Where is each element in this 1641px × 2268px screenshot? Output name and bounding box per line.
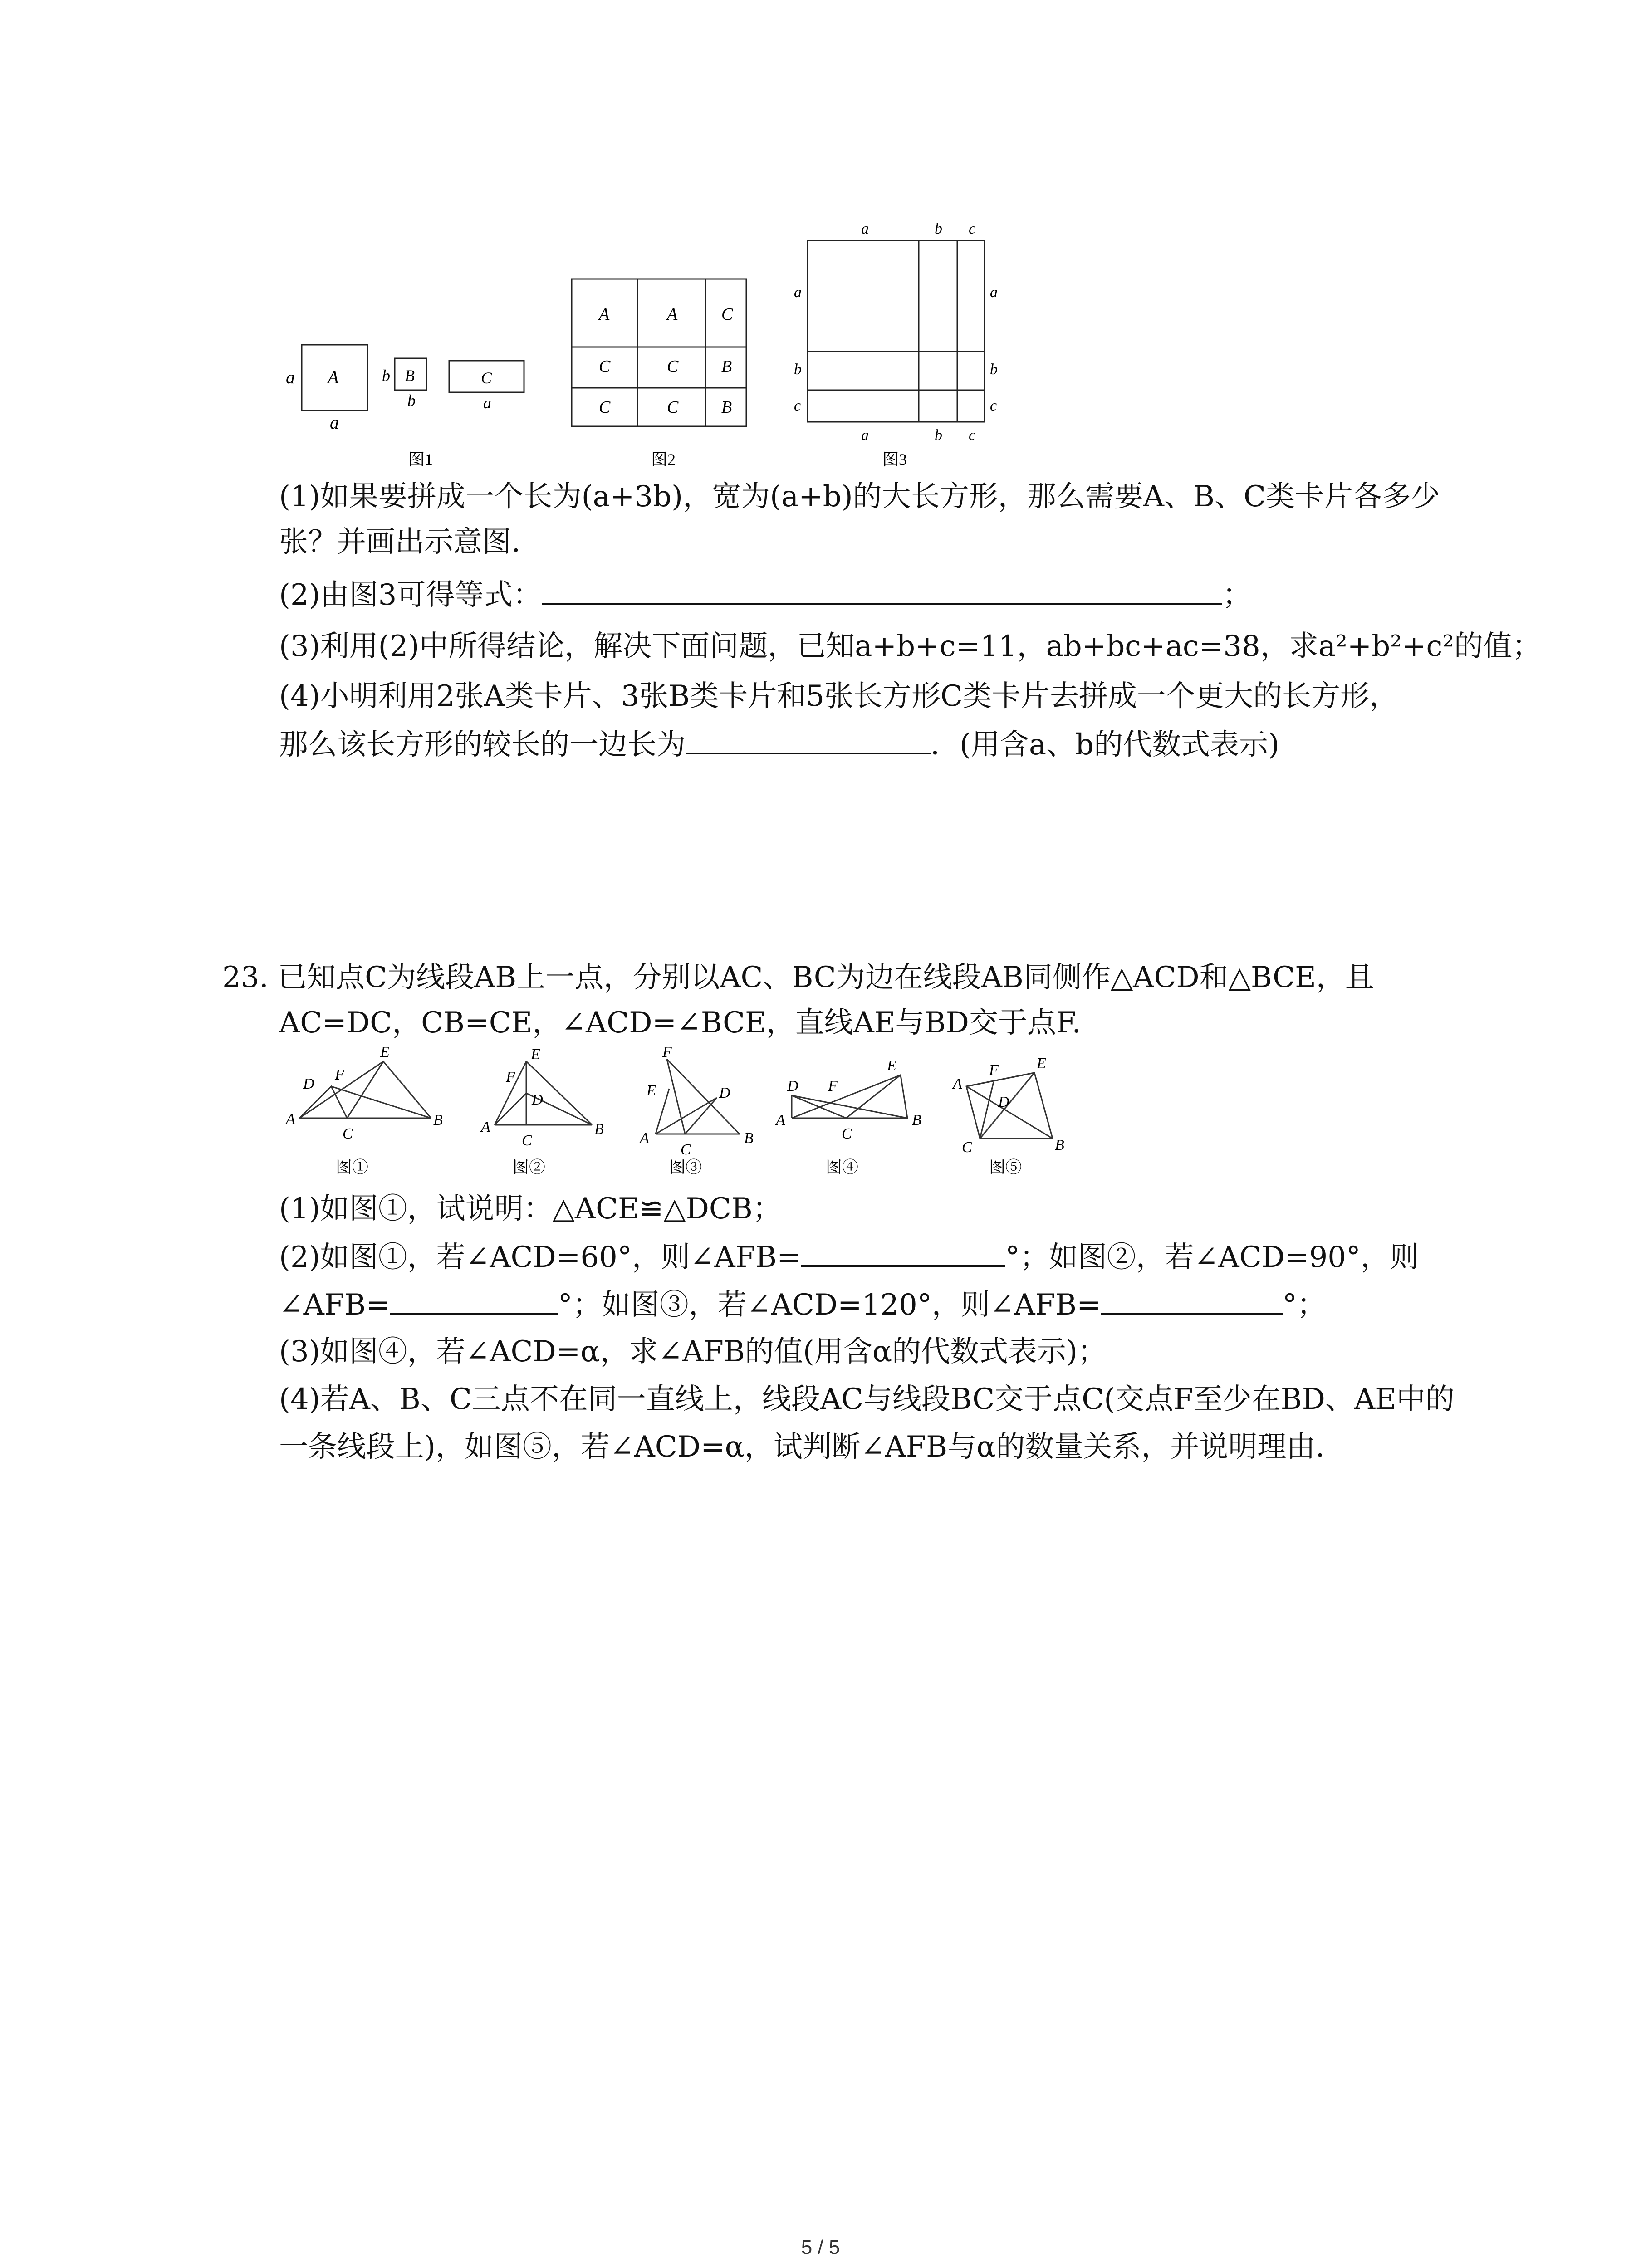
answer-blank[interactable] bbox=[542, 574, 1222, 605]
page-number: 5 / 5 bbox=[801, 2236, 840, 2258]
svg-text:a: a bbox=[861, 427, 869, 444]
svg-text:B: B bbox=[744, 1130, 754, 1147]
svg-text:E: E bbox=[1037, 1055, 1046, 1072]
svg-text:a: a bbox=[990, 284, 998, 301]
svg-text:C: C bbox=[667, 398, 679, 417]
svg-text:a: a bbox=[483, 394, 491, 412]
figure-3 bbox=[789, 218, 1007, 481]
svg-text:B: B bbox=[594, 1121, 604, 1138]
figure-3-caption: 图3 bbox=[882, 450, 907, 469]
q23-part2-line2: ∠AFB= °；如图③，若∠ACD=120°，则∠AFB= °； bbox=[279, 1284, 1326, 1325]
svg-text:A: A bbox=[667, 305, 678, 324]
q22-part3: (3)利用(2)中所得结论，解决下面问题，已知a+b+c=11，ab+bc+ac=38，求a²+b²+c²的值； bbox=[279, 630, 1542, 663]
svg-text:A: A bbox=[640, 1130, 649, 1147]
q22-part4-line2: 那么该长方形的较长的一边长为 ．(用含a、b的代数式表示) bbox=[279, 723, 1279, 765]
svg-text:b: b bbox=[990, 361, 998, 378]
svg-text:D: D bbox=[303, 1075, 314, 1092]
q23-part3: (3)如图④，若∠ACD=α，求∠AFB的值(用含α的代数式表示)； bbox=[279, 1335, 1107, 1369]
svg-text:C: C bbox=[599, 398, 611, 417]
q23-figure-2 bbox=[472, 1043, 612, 1188]
svg-text:D: D bbox=[787, 1078, 798, 1095]
svg-text:a: a bbox=[286, 367, 295, 387]
q23-stem-line1: 23. 已知点C为线段AB上一点，分别以AC、BC为边在线段AB同侧作△ACD和△BCE，且 bbox=[222, 961, 1374, 994]
svg-text:B: B bbox=[721, 357, 732, 376]
answer-blank[interactable] bbox=[390, 1284, 558, 1315]
answer-blank[interactable] bbox=[686, 723, 931, 754]
svg-text:C: C bbox=[599, 357, 611, 376]
svg-text:C: C bbox=[522, 1132, 532, 1149]
svg-text:A: A bbox=[776, 1112, 785, 1129]
q22-part1-line1: (1)如果要拼成一个长为(a+3b)，宽为(a+b)的大长方形，那么需要A、B、C类卡片各多少 bbox=[279, 480, 1440, 513]
q23-figure-1 bbox=[281, 1043, 443, 1188]
svg-text:A: A bbox=[599, 305, 610, 324]
svg-text:C: C bbox=[721, 305, 733, 324]
svg-text:D: D bbox=[719, 1085, 730, 1101]
q23-figure-5-caption: 图⑤ bbox=[989, 1158, 1022, 1176]
svg-text:b: b bbox=[407, 391, 416, 410]
svg-text:C: C bbox=[667, 357, 679, 376]
svg-text:C: C bbox=[681, 1141, 691, 1158]
q23-part4-line1: (4)若A、B、C三点不在同一直线上，线段AC与线段BC交于点C(交点F至少在BD、AE中的 bbox=[279, 1383, 1455, 1416]
svg-text:C: C bbox=[962, 1139, 972, 1156]
svg-text:b: b bbox=[935, 427, 942, 444]
svg-text:a: a bbox=[794, 284, 802, 301]
svg-text:B: B bbox=[433, 1112, 443, 1129]
svg-text:b: b bbox=[382, 367, 390, 385]
q23-part4-line2: 一条线段上)，如图⑤，若∠ACD=α，试判断∠AFB与α的数量关系，并说明理由. bbox=[279, 1430, 1325, 1464]
svg-text:A: A bbox=[481, 1119, 490, 1135]
q23-figure-3-caption: 图③ bbox=[669, 1158, 702, 1176]
svg-text:F: F bbox=[828, 1078, 838, 1095]
figure-1 bbox=[277, 336, 549, 481]
svg-text:E: E bbox=[647, 1082, 656, 1099]
svg-text:b: b bbox=[794, 361, 802, 378]
q22-part4-line1: (4)小明利用2张A类卡片、3张B类卡片和5张长方形C类卡片去拼成一个更大的长方形， bbox=[279, 679, 1399, 713]
figure-2 bbox=[563, 272, 753, 481]
q23-figure-5 bbox=[939, 1043, 1102, 1188]
svg-text:E: E bbox=[380, 1044, 390, 1061]
q23-part2-line1: (2)如图①，若∠ACD=60°，则∠AFB= °；如图②，若∠ACD=90°，则 bbox=[279, 1236, 1419, 1278]
svg-text:F: F bbox=[989, 1062, 999, 1079]
svg-text:B: B bbox=[721, 398, 732, 417]
svg-text:b: b bbox=[935, 220, 942, 237]
answer-blank[interactable] bbox=[1101, 1284, 1283, 1315]
q23-figure-3 bbox=[635, 1043, 771, 1188]
svg-text:C: C bbox=[481, 369, 492, 387]
svg-text:B: B bbox=[405, 367, 415, 385]
svg-text:c: c bbox=[969, 427, 976, 444]
svg-text:a: a bbox=[861, 220, 869, 237]
svg-text:B: B bbox=[912, 1112, 921, 1129]
figure-2-caption: 图2 bbox=[651, 450, 676, 469]
svg-text:A: A bbox=[286, 1111, 295, 1128]
svg-text:D: D bbox=[998, 1094, 1009, 1110]
svg-text:E: E bbox=[531, 1046, 540, 1063]
q23-figure-1-caption: 图① bbox=[336, 1158, 369, 1176]
q23-stem-line2: AC=DC，CB=CE，∠ACD=∠BCE，直线AE与BD交于点F. bbox=[279, 1006, 1081, 1040]
svg-text:A: A bbox=[953, 1075, 962, 1092]
q23-figure-4-caption: 图④ bbox=[826, 1158, 859, 1176]
figure-1-caption: 图1 bbox=[408, 450, 433, 469]
svg-text:F: F bbox=[662, 1044, 672, 1061]
svg-text:D: D bbox=[532, 1091, 543, 1108]
svg-text:C: C bbox=[343, 1125, 353, 1142]
svg-text:B: B bbox=[1055, 1137, 1064, 1154]
svg-text:a: a bbox=[330, 412, 339, 433]
svg-text:E: E bbox=[887, 1057, 896, 1074]
q23-figure-2-caption: 图② bbox=[513, 1158, 546, 1176]
svg-text:c: c bbox=[794, 397, 801, 414]
svg-text:F: F bbox=[506, 1069, 515, 1085]
q22-part1-line2: 张？并画出示意图. bbox=[279, 525, 521, 559]
q23-part1: (1)如图①，试说明：△ACE≌△DCB； bbox=[279, 1192, 782, 1226]
svg-text:c: c bbox=[990, 397, 997, 414]
q22-part2: (2)由图3可得等式： ； bbox=[279, 574, 1251, 616]
q23-figure-4 bbox=[771, 1043, 939, 1188]
svg-text:F: F bbox=[335, 1066, 344, 1083]
answer-blank[interactable] bbox=[801, 1236, 1005, 1267]
svg-text:C: C bbox=[842, 1125, 852, 1142]
svg-text:c: c bbox=[969, 220, 976, 237]
svg-text:A: A bbox=[328, 367, 339, 387]
